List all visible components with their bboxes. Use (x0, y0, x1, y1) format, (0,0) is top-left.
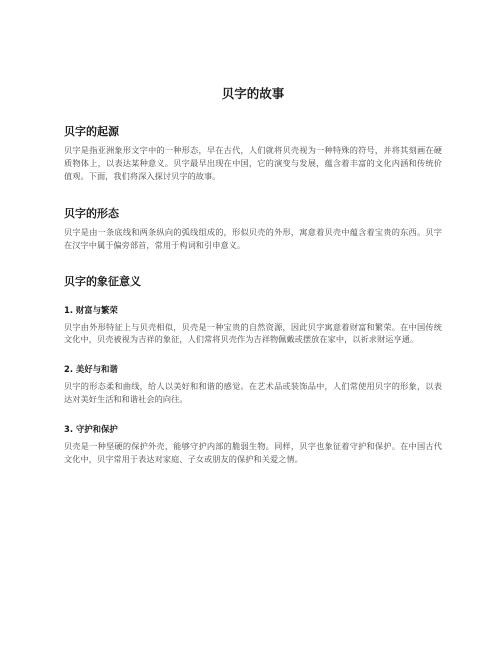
section-heading-form: 贝字的形态 (64, 206, 119, 220)
section-form (64, 207, 442, 252)
document-title: 贝字的故事 (221, 86, 285, 101)
section-symbolism (64, 275, 442, 465)
subsection-heading-wealth: 1. 财富与繁荣 (64, 304, 118, 315)
section-origin (64, 125, 442, 183)
subsection-heading-harmony: 2. 美好与和谐 (64, 364, 118, 375)
section-heading-origin: 贝字的起源 (64, 125, 119, 138)
subsection-protection-paragraph: 贝壳是一种坚硬的保护外壳，能够守护内部的脆弱生物。同样，贝字也象征着守护和保护。在中国古代文化中，贝字常用于表达对家庭、子女或朋友的保护和关爱之情。 (64, 440, 442, 464)
subsection-wealth (64, 305, 442, 347)
subsection-wealth-paragraph: 贝字由外形特征上与贝壳相似，贝壳是一种宝贵的自然资源，因此贝字寓意着财富和繁荣。在中国传统文化中，贝壳被视为吉祥的象征，人们常将贝壳作为吉祥物佩戴或摆放在家中，以祈求财运亨通。 (64, 321, 442, 345)
subsection-protection (64, 424, 442, 466)
subsection-harmony-paragraph: 贝字的形态柔和曲线，给人以美好和和谐的感觉。在艺术品或装饰品中，人们常使用贝字的形象，以表达对美好生活和和谐社会的向往。 (64, 381, 442, 405)
section-origin-paragraph: 贝字是指亚洲象形文字中的一种形态，早在古代，人们就将贝壳视为一种特殊的符号，并将其刻画在硬质物体上，以表达某种意义。贝字最早出现在中国，它的演变与发展，蕴含着丰富的文化内涵和传统价值观。下面，我们将深入探讨贝字的故事。 (64, 145, 442, 181)
subsection-heading-protection: 3. 守护和保护 (64, 423, 118, 434)
section-heading-symbolism: 贝字的象征意义 (64, 275, 141, 289)
section-form-paragraph: 贝字是由一条底线和两条纵向的弧线组成的，形似贝壳的外形，寓意着贝壳中蕴含着宝贵的东西。贝字在汉字中属于偏旁部首，常用于构词和引申意义。 (64, 226, 442, 250)
subsection-harmony (64, 364, 442, 406)
